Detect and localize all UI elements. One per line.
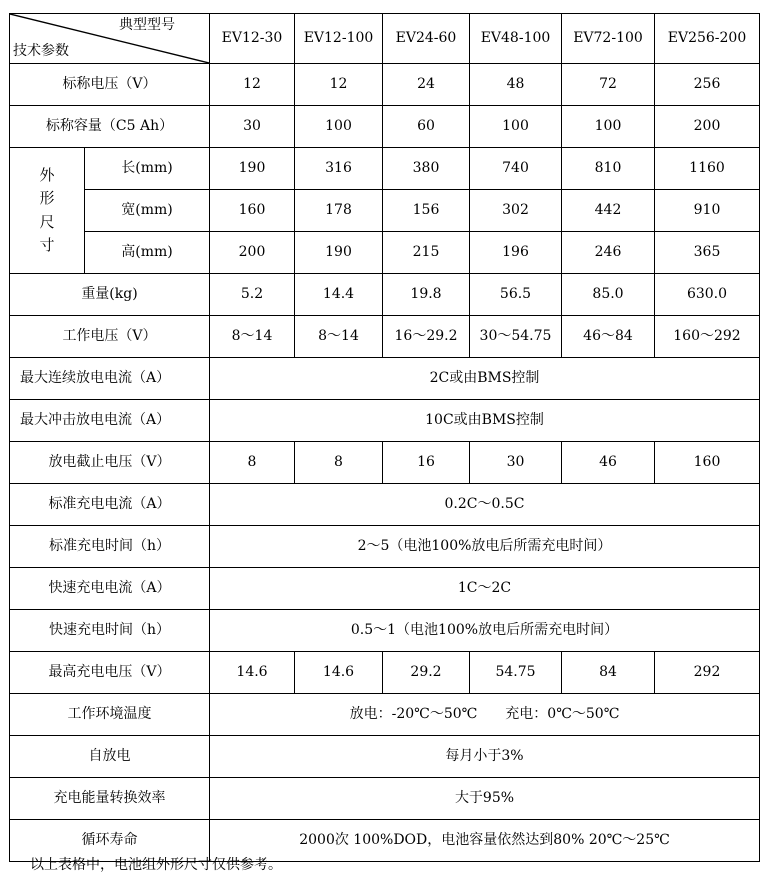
span-cell: 2C或由BMS控制: [210, 358, 760, 400]
span-cell: 0.2C～0.5C: [210, 484, 760, 526]
row-self-discharge: [10, 736, 760, 778]
cell: 8～14: [210, 316, 295, 358]
model-header: EV12-30: [210, 14, 295, 64]
cell: 24: [383, 64, 470, 106]
header-row: [10, 14, 760, 64]
cell: 190: [210, 148, 295, 190]
row-standard-charge-current: [10, 484, 760, 526]
row-label: 放电截止电压（V）: [10, 442, 210, 484]
span-cell: 0.5～1（电池100%放电后所需充电时间）: [210, 610, 760, 652]
cell: 316: [295, 148, 383, 190]
cell: 156: [383, 190, 470, 232]
cell: 48: [470, 64, 562, 106]
corner-param-label: 技术参数: [13, 42, 69, 59]
cell: 85.0: [562, 274, 655, 316]
cell: 292: [655, 652, 760, 694]
row-label: 工作环境温度: [10, 694, 210, 736]
row-label: 最高充电电压（V）: [10, 652, 210, 694]
row-dimension-height: [10, 232, 760, 274]
cell: 56.5: [470, 274, 562, 316]
cell: 46: [562, 442, 655, 484]
cell: 200: [655, 106, 760, 148]
cell: 8～14: [295, 316, 383, 358]
row-weight: [10, 274, 760, 316]
cell: 160: [210, 190, 295, 232]
cell: 30～54.75: [470, 316, 562, 358]
row-working-voltage: [10, 316, 760, 358]
cell: 46～84: [562, 316, 655, 358]
cell: 200: [210, 232, 295, 274]
row-label: 自放电: [10, 736, 210, 778]
row-dimension-length: [10, 148, 760, 190]
row-operating-temperature: [10, 694, 760, 736]
row-fast-charge-time: [10, 610, 760, 652]
row-label: 快速充电时间（h）: [10, 610, 210, 652]
cell: 8: [210, 442, 295, 484]
span-cell: 2000次 100%DOD，电池容量依然达到80% 20℃～25℃: [210, 820, 760, 862]
footnote: 以上表格中，电池组外形尺寸仅供参考。: [30, 857, 282, 873]
model-header: EV48-100: [470, 14, 562, 64]
cell: 29.2: [383, 652, 470, 694]
span-cell: 每月小于3%: [210, 736, 760, 778]
cell: 1160: [655, 148, 760, 190]
cell: 215: [383, 232, 470, 274]
cell: 14.6: [210, 652, 295, 694]
cell: 160: [655, 442, 760, 484]
cell: 84: [562, 652, 655, 694]
row-label: 长(mm): [85, 148, 210, 190]
cell: 8: [295, 442, 383, 484]
cell: 16～29.2: [383, 316, 470, 358]
span-cell: 放电：-20℃～50℃ 充电：0℃～50℃: [210, 694, 760, 736]
cell: 196: [470, 232, 562, 274]
model-header: EV24-60: [383, 14, 470, 64]
cell: 54.75: [470, 652, 562, 694]
cell: 246: [562, 232, 655, 274]
row-label: 标准充电电流（A）: [10, 484, 210, 526]
cell: 16: [383, 442, 470, 484]
dimensions-group-label: [10, 148, 85, 274]
row-max-charge-voltage: [10, 652, 760, 694]
row-nominal-capacity: [10, 106, 760, 148]
cell: 12: [295, 64, 383, 106]
row-nominal-voltage: [10, 64, 760, 106]
cell: 100: [295, 106, 383, 148]
model-header: EV12-100: [295, 14, 383, 64]
row-label: 最大连续放电电流（A）: [10, 358, 210, 400]
cell: 60: [383, 106, 470, 148]
cell: 256: [655, 64, 760, 106]
cell: 365: [655, 232, 760, 274]
cell: 178: [295, 190, 383, 232]
row-label: 重量(kg): [10, 274, 210, 316]
cell: 100: [562, 106, 655, 148]
cell: 740: [470, 148, 562, 190]
row-label: 标准充电时间（h）: [10, 526, 210, 568]
row-label: 工作电压（V）: [10, 316, 210, 358]
dimensions-group-text: 外形尺寸: [39, 166, 55, 254]
cell: 810: [562, 148, 655, 190]
cell: 910: [655, 190, 760, 232]
cell: 100: [470, 106, 562, 148]
span-cell: 2～5（电池100%放电后所需充电时间）: [210, 526, 760, 568]
row-label: 高(mm): [85, 232, 210, 274]
cell: 190: [295, 232, 383, 274]
cell: 72: [562, 64, 655, 106]
row-label: 快速充电电流（A）: [10, 568, 210, 610]
row-label: 标称容量（C5 Ah）: [10, 106, 210, 148]
cell: 30: [210, 106, 295, 148]
row-charge-efficiency: [10, 778, 760, 820]
header-corner-cell: [10, 14, 210, 64]
row-fast-charge-current: [10, 568, 760, 610]
row-label: 宽(mm): [85, 190, 210, 232]
row-discharge-cutoff: [10, 442, 760, 484]
model-header: EV72-100: [562, 14, 655, 64]
cell: 160～292: [655, 316, 760, 358]
row-label: 循环寿命: [10, 820, 210, 862]
row-label: 最大冲击放电电流（A）: [10, 400, 210, 442]
row-max-continuous-discharge: [10, 358, 760, 400]
cell: 5.2: [210, 274, 295, 316]
cell: 14.6: [295, 652, 383, 694]
span-cell: 10C或由BMS控制: [210, 400, 760, 442]
cell: 630.0: [655, 274, 760, 316]
row-dimension-width: [10, 190, 760, 232]
battery-spec-table: [9, 13, 760, 862]
cell: 302: [470, 190, 562, 232]
span-cell: 1C～2C: [210, 568, 760, 610]
row-label: 标称电压（V）: [10, 64, 210, 106]
cell: 12: [210, 64, 295, 106]
cell: 442: [562, 190, 655, 232]
cell: 30: [470, 442, 562, 484]
model-header: EV256-200: [655, 14, 760, 64]
span-cell: 大于95%: [210, 778, 760, 820]
row-label: 充电能量转换效率: [10, 778, 210, 820]
cell: 14.4: [295, 274, 383, 316]
row-standard-charge-time: [10, 526, 760, 568]
cell: 380: [383, 148, 470, 190]
corner-model-label: 典型型号: [119, 17, 175, 33]
row-max-peak-discharge: [10, 400, 760, 442]
cell: 19.8: [383, 274, 470, 316]
